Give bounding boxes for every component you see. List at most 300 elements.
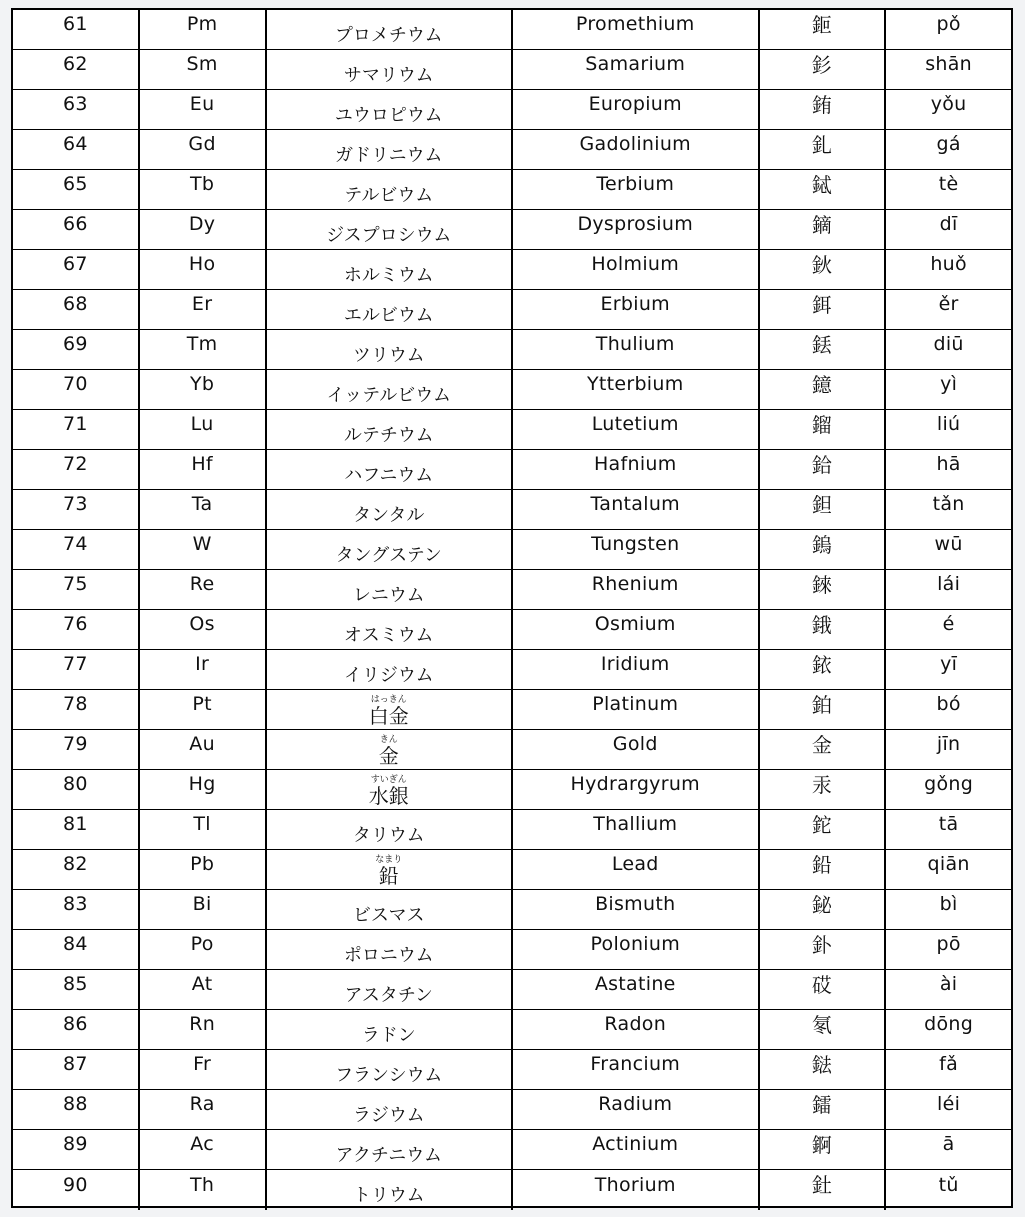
pinyin-cell xyxy=(886,170,1011,209)
japanese-name-cell xyxy=(267,730,514,769)
atomic-number: 85 xyxy=(62,973,88,995)
element-symbol: Hf xyxy=(191,453,213,475)
english-name-cell xyxy=(513,290,760,329)
english-name: Gadolinium xyxy=(579,133,691,155)
element-symbol: Er xyxy=(191,293,213,315)
symbol-cell xyxy=(140,90,267,129)
english-name-cell xyxy=(513,1170,760,1210)
english-name-cell xyxy=(513,530,760,569)
japanese-kanji-name: 白金 xyxy=(368,703,409,728)
atomic-number-cell xyxy=(13,690,140,729)
english-name: Dysprosium xyxy=(577,213,694,235)
japanese-name: アスタチン xyxy=(344,984,433,1006)
symbol-cell xyxy=(140,890,267,929)
chinese-character: 鈥 xyxy=(811,252,832,277)
element-symbol: Ra xyxy=(189,1093,215,1115)
pinyin-cell xyxy=(886,770,1011,809)
japanese-name-cell xyxy=(267,1130,514,1169)
chinese-character-cell xyxy=(760,1090,887,1129)
atomic-number-cell xyxy=(13,530,140,569)
atomic-number: 76 xyxy=(62,613,88,635)
english-name-cell xyxy=(513,1130,760,1169)
furigana: なまり xyxy=(375,854,403,865)
chinese-character: 銥 xyxy=(811,652,832,677)
symbol-cell xyxy=(140,250,267,289)
atomic-number: 72 xyxy=(62,453,88,475)
chinese-character: 汞 xyxy=(811,772,832,797)
pinyin-cell xyxy=(886,650,1011,689)
english-name-cell xyxy=(513,770,760,809)
atomic-number-cell xyxy=(13,330,140,369)
chinese-character: 鉿 xyxy=(811,452,832,477)
chinese-character-cell xyxy=(760,1130,887,1169)
pinyin-cell xyxy=(886,1090,1011,1129)
chinese-character: 鉺 xyxy=(811,292,832,317)
chinese-character: 鍅 xyxy=(811,1052,832,1077)
atomic-number-cell xyxy=(13,50,140,89)
chinese-character-cell xyxy=(760,610,887,649)
table-row xyxy=(13,1170,1011,1210)
japanese-name-cell xyxy=(267,250,514,289)
element-symbol: At xyxy=(191,973,213,995)
atomic-number: 82 xyxy=(62,853,88,875)
pinyin-cell xyxy=(886,1050,1011,1089)
japanese-name: ポロニウム xyxy=(343,944,434,966)
atomic-number-cell xyxy=(13,1050,140,1089)
symbol-cell xyxy=(140,730,267,769)
pinyin: ā xyxy=(942,1133,955,1155)
chinese-character-cell xyxy=(760,370,887,409)
symbol-cell xyxy=(140,850,267,889)
atomic-number: 66 xyxy=(62,213,88,235)
pinyin: yì xyxy=(940,373,958,395)
japanese-name-cell xyxy=(267,570,514,609)
english-name: Platinum xyxy=(592,693,679,715)
table-row xyxy=(13,890,1011,930)
atomic-number-cell xyxy=(13,610,140,649)
chinese-character: 砹 xyxy=(811,972,832,997)
atomic-number: 87 xyxy=(62,1053,88,1075)
japanese-name: ハフニウム xyxy=(344,464,434,486)
chinese-character: 銪 xyxy=(811,92,832,117)
japanese-name: ツリウム xyxy=(352,344,425,366)
chinese-character: 鉭 xyxy=(811,492,832,517)
symbol-cell xyxy=(140,370,267,409)
pinyin-cell xyxy=(886,890,1011,929)
atomic-number-cell xyxy=(13,450,140,489)
table-row xyxy=(13,530,1011,570)
chinese-character: 氡 xyxy=(811,1012,832,1037)
table-row xyxy=(13,1090,1011,1130)
table-row xyxy=(13,970,1011,1010)
atomic-number-cell xyxy=(13,210,140,249)
atomic-number: 88 xyxy=(62,1093,88,1115)
english-name-cell xyxy=(513,810,760,849)
chinese-character-cell xyxy=(760,530,887,569)
english-name-cell xyxy=(513,210,760,249)
chinese-character: 鐳 xyxy=(811,1092,832,1117)
chinese-character-cell xyxy=(760,10,887,49)
chinese-character: 鉕 xyxy=(811,12,832,37)
japanese-name: フランシウム xyxy=(335,1064,443,1086)
element-symbol: Hg xyxy=(188,773,216,795)
english-name: Thulium xyxy=(595,333,675,355)
pinyin-cell xyxy=(886,1130,1011,1169)
chinese-character-cell xyxy=(760,410,887,449)
pinyin-cell xyxy=(886,210,1011,249)
table-row xyxy=(13,690,1011,730)
english-name: Francium xyxy=(590,1053,681,1075)
japanese-name: イッテルビウム xyxy=(326,384,452,406)
japanese-name: ガドリニウム xyxy=(335,144,443,166)
symbol-cell xyxy=(140,1010,267,1049)
element-symbol: Pb xyxy=(190,853,215,875)
pinyin: ài xyxy=(939,973,958,995)
pinyin: lái xyxy=(937,573,961,595)
pinyin: wū xyxy=(934,533,963,555)
japanese-name: サマリウム xyxy=(343,64,434,86)
atomic-number-cell xyxy=(13,810,140,849)
atomic-number: 84 xyxy=(62,933,88,955)
japanese-name: タリウム xyxy=(352,824,425,846)
japanese-name: タングステン xyxy=(335,544,442,566)
atomic-number: 90 xyxy=(62,1173,88,1196)
japanese-ruby-group xyxy=(379,736,399,766)
english-name-cell xyxy=(513,690,760,729)
japanese-name-cell xyxy=(267,690,514,729)
table-row xyxy=(13,250,1011,290)
atomic-number: 86 xyxy=(62,1013,88,1035)
symbol-cell xyxy=(140,490,267,529)
elements-table xyxy=(11,8,1013,1208)
pinyin: dōng xyxy=(924,1013,974,1035)
chinese-character: 釙 xyxy=(811,932,832,957)
table-row xyxy=(13,1130,1011,1170)
pinyin-cell xyxy=(886,690,1011,729)
atomic-number: 81 xyxy=(62,813,88,835)
furigana: すいぎん xyxy=(370,774,407,785)
chinese-character-cell xyxy=(760,810,887,849)
element-symbol: Pt xyxy=(192,693,212,715)
element-symbol: Ho xyxy=(188,253,216,275)
english-name: Europium xyxy=(588,93,682,115)
element-symbol: Rn xyxy=(189,1013,216,1035)
pinyin-cell xyxy=(886,10,1011,49)
element-symbol: Lu xyxy=(190,413,214,435)
english-name: Bismuth xyxy=(595,893,676,915)
symbol-cell xyxy=(140,410,267,449)
atomic-number: 67 xyxy=(62,253,88,275)
english-name-cell xyxy=(513,650,760,689)
atomic-number-cell xyxy=(13,850,140,889)
japanese-name-cell xyxy=(267,610,514,649)
element-symbol: Au xyxy=(189,733,215,755)
pinyin: liú xyxy=(936,413,961,435)
english-name-cell xyxy=(513,50,760,89)
chinese-character-cell xyxy=(760,130,887,169)
pinyin-cell xyxy=(886,330,1011,369)
atomic-number: 73 xyxy=(62,493,88,515)
chinese-character: 釤 xyxy=(811,52,832,77)
atomic-number-cell xyxy=(13,730,140,769)
english-name: Promethium xyxy=(575,13,695,35)
japanese-name-cell xyxy=(267,210,514,249)
symbol-cell xyxy=(140,170,267,209)
symbol-cell xyxy=(140,1170,267,1210)
english-name: Astatine xyxy=(594,973,676,995)
pinyin: ěr xyxy=(938,293,959,315)
symbol-cell xyxy=(140,130,267,169)
symbol-cell xyxy=(140,50,267,89)
pinyin: bì xyxy=(939,893,958,915)
pinyin: tǎn xyxy=(932,493,965,515)
english-name: Iridium xyxy=(600,653,670,675)
symbol-cell xyxy=(140,210,267,249)
english-name-cell xyxy=(513,850,760,889)
atomic-number: 71 xyxy=(62,413,88,435)
symbol-cell xyxy=(140,610,267,649)
pinyin-cell xyxy=(886,530,1011,569)
atomic-number-cell xyxy=(13,370,140,409)
pinyin-cell xyxy=(886,450,1011,489)
symbol-cell xyxy=(140,1130,267,1169)
chinese-character-cell xyxy=(760,250,887,289)
japanese-name-cell xyxy=(267,10,514,49)
chinese-character: 釓 xyxy=(811,132,832,157)
atomic-number: 62 xyxy=(62,53,88,75)
japanese-name-cell xyxy=(267,930,514,969)
pinyin-cell xyxy=(886,1170,1011,1210)
pinyin: dī xyxy=(939,213,958,235)
chinese-character: 鉛 xyxy=(811,852,832,877)
chinese-character-cell xyxy=(760,770,887,809)
atomic-number-cell xyxy=(13,650,140,689)
english-name-cell xyxy=(513,90,760,129)
symbol-cell xyxy=(140,1090,267,1129)
english-name: Rhenium xyxy=(591,573,679,595)
table-row xyxy=(13,650,1011,690)
symbol-cell xyxy=(140,690,267,729)
pinyin: gá xyxy=(936,133,961,155)
element-symbol: Eu xyxy=(189,93,215,115)
chinese-character: 鉑 xyxy=(811,692,832,717)
japanese-kanji-name: 水銀 xyxy=(368,783,409,808)
symbol-cell xyxy=(140,290,267,329)
english-name-cell xyxy=(513,490,760,529)
pinyin: tā xyxy=(938,813,959,835)
pinyin: tè xyxy=(938,173,959,195)
japanese-name-cell xyxy=(267,1090,514,1129)
atomic-number: 65 xyxy=(62,173,88,195)
chinese-character: 鐿 xyxy=(811,372,832,397)
english-name: Lutetium xyxy=(591,413,679,435)
pinyin-cell xyxy=(886,90,1011,129)
table-row xyxy=(13,610,1011,650)
atomic-number-cell xyxy=(13,1170,140,1210)
pinyin-cell xyxy=(886,370,1011,409)
furigana: はっきん xyxy=(370,694,407,705)
element-symbol: Tl xyxy=(193,813,211,835)
japanese-name-cell xyxy=(267,450,514,489)
japanese-name-cell xyxy=(267,290,514,329)
element-symbol: Ta xyxy=(191,493,213,515)
japanese-name: エルビウム xyxy=(343,304,434,326)
english-name: Thallium xyxy=(593,813,678,835)
table-row xyxy=(13,730,1011,770)
chinese-character-cell xyxy=(760,50,887,89)
english-name-cell xyxy=(513,450,760,489)
table-row xyxy=(13,330,1011,370)
atomic-number-cell xyxy=(13,490,140,529)
pinyin-cell xyxy=(886,50,1011,89)
english-name-cell xyxy=(513,970,760,1009)
english-name-cell xyxy=(513,930,760,969)
japanese-ruby-group xyxy=(369,776,409,806)
english-name: Tungsten xyxy=(591,533,680,555)
english-name-cell xyxy=(513,330,760,369)
table-row xyxy=(13,450,1011,490)
english-name: Radium xyxy=(598,1093,673,1115)
atomic-number-cell xyxy=(13,770,140,809)
atomic-number: 75 xyxy=(62,573,88,595)
japanese-name: ビスマス xyxy=(352,904,425,926)
table-row xyxy=(13,770,1011,810)
english-name: Erbium xyxy=(600,293,670,315)
table-row xyxy=(13,490,1011,530)
pinyin: tǔ xyxy=(938,1173,959,1196)
chinese-character-cell xyxy=(760,90,887,129)
atomic-number-cell xyxy=(13,970,140,1009)
table-row xyxy=(13,1050,1011,1090)
symbol-cell xyxy=(140,650,267,689)
japanese-name-cell xyxy=(267,1010,514,1049)
japanese-name-cell xyxy=(267,850,514,889)
chinese-character-cell xyxy=(760,930,887,969)
atomic-number: 79 xyxy=(62,733,88,755)
chinese-character-cell xyxy=(760,650,887,689)
chinese-character-cell xyxy=(760,890,887,929)
japanese-name-cell xyxy=(267,810,514,849)
english-name-cell xyxy=(513,610,760,649)
english-name-cell xyxy=(513,170,760,209)
japanese-name-cell xyxy=(267,1170,514,1210)
chinese-character-cell xyxy=(760,970,887,1009)
chinese-character-cell xyxy=(760,1010,887,1049)
table-row xyxy=(13,290,1011,330)
element-symbol: Sm xyxy=(186,53,218,75)
pinyin-cell xyxy=(886,130,1011,169)
chinese-character: 鎦 xyxy=(811,412,832,437)
english-name: Lead xyxy=(611,853,659,875)
english-name: Ytterbium xyxy=(586,373,684,395)
symbol-cell xyxy=(140,930,267,969)
pinyin-cell xyxy=(886,1010,1011,1049)
atomic-number: 63 xyxy=(62,93,88,115)
english-name-cell xyxy=(513,410,760,449)
atomic-number: 61 xyxy=(62,13,88,35)
pinyin-cell xyxy=(886,850,1011,889)
element-symbol: Fr xyxy=(193,1053,212,1075)
japanese-name-cell xyxy=(267,530,514,569)
chinese-character: 鋱 xyxy=(811,172,832,197)
element-symbol: Ac xyxy=(190,1133,214,1155)
japanese-name: ジスプロシウム xyxy=(326,224,452,246)
japanese-name-cell xyxy=(267,170,514,209)
element-symbol: Tb xyxy=(189,173,215,195)
table-row xyxy=(13,90,1011,130)
english-name: Holmium xyxy=(591,253,680,275)
japanese-name: トリウム xyxy=(352,1185,425,1206)
japanese-ruby-group xyxy=(369,696,409,726)
japanese-name-cell xyxy=(267,1050,514,1089)
pinyin-cell xyxy=(886,290,1011,329)
atomic-number-cell xyxy=(13,10,140,49)
japanese-name: アクチニウム xyxy=(335,1144,443,1166)
chinese-character-cell xyxy=(760,450,887,489)
chinese-character: 釷 xyxy=(811,1173,832,1197)
symbol-cell xyxy=(140,530,267,569)
japanese-name: タンタル xyxy=(353,504,425,526)
english-name-cell xyxy=(513,730,760,769)
english-name: Tantalum xyxy=(590,493,680,515)
pinyin-cell xyxy=(886,250,1011,289)
pinyin: yǒu xyxy=(930,93,967,115)
atomic-number-cell xyxy=(13,410,140,449)
table-row xyxy=(13,570,1011,610)
table-row xyxy=(13,50,1011,90)
symbol-cell xyxy=(140,450,267,489)
atomic-number-cell xyxy=(13,890,140,929)
japanese-name: テルビウム xyxy=(344,184,434,206)
chinese-character: 鋨 xyxy=(811,612,832,637)
japanese-name-cell xyxy=(267,770,514,809)
chinese-character-cell xyxy=(760,1170,887,1210)
japanese-name-cell xyxy=(267,330,514,369)
table-row xyxy=(13,370,1011,410)
atomic-number: 64 xyxy=(62,133,88,155)
atomic-number: 77 xyxy=(62,653,88,675)
japanese-name: ラジウム xyxy=(352,1104,425,1126)
symbol-cell xyxy=(140,970,267,1009)
japanese-name-cell xyxy=(267,370,514,409)
pinyin-cell xyxy=(886,610,1011,649)
atomic-number: 83 xyxy=(62,893,88,915)
element-symbol: W xyxy=(192,533,212,555)
chinese-character: 鉈 xyxy=(811,812,832,837)
symbol-cell xyxy=(140,770,267,809)
english-name: Actinium xyxy=(592,1133,679,1155)
pinyin: pō xyxy=(936,933,961,955)
english-name: Hafnium xyxy=(593,453,677,475)
japanese-kanji-name: 金 xyxy=(378,743,399,768)
element-symbol: Yb xyxy=(189,373,215,395)
japanese-name: イリジウム xyxy=(343,664,434,686)
table-row xyxy=(13,10,1011,50)
english-name-cell xyxy=(513,10,760,49)
english-name: Terbium xyxy=(596,173,675,195)
japanese-name-cell xyxy=(267,650,514,689)
japanese-name-cell xyxy=(267,410,514,449)
japanese-name-cell xyxy=(267,90,514,129)
atomic-number-cell xyxy=(13,1090,140,1129)
atomic-number-cell xyxy=(13,1010,140,1049)
english-name-cell xyxy=(513,130,760,169)
element-symbol: Ir xyxy=(195,653,210,675)
pinyin-cell xyxy=(886,970,1011,1009)
japanese-kanji-name: 鉛 xyxy=(378,863,399,888)
japanese-name: ホルミウム xyxy=(343,264,434,286)
japanese-name: レニウム xyxy=(352,584,425,606)
